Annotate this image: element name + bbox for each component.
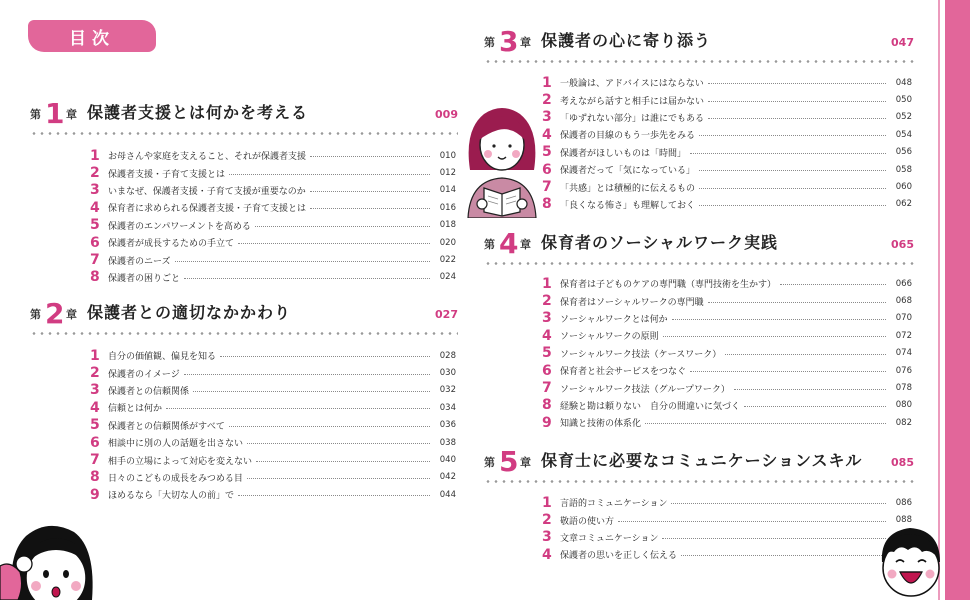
entry-page: 068 (895, 296, 912, 307)
chapter-title: 保育士に必要なコミュニケーションスキル (541, 451, 863, 470)
toc-entry[interactable] (542, 546, 912, 563)
toc-title: 目次 (28, 20, 156, 52)
entry-number: 1 (542, 74, 552, 91)
entry-title: 保護者の困りごと (108, 273, 181, 284)
dot-leader (220, 356, 430, 357)
toc-entry[interactable] (90, 217, 456, 234)
page-edge-line (938, 0, 940, 600)
entry-number: 3 (90, 382, 100, 399)
entry-number: 2 (542, 92, 552, 109)
entry-number: 1 (542, 494, 552, 511)
dot-leader (662, 538, 886, 539)
dot-leader (247, 478, 430, 479)
chapter-title: 保護者支援とは何かを考える (87, 103, 309, 122)
entry-title: 「良くなる怖さ」も理解しておく (560, 200, 696, 211)
dot-leader (734, 389, 886, 390)
chapter-1-list (90, 147, 456, 286)
toc-entry[interactable] (542, 109, 912, 126)
entry-number: 7 (542, 380, 552, 397)
entry-page: 080 (895, 400, 912, 411)
entry-number: 2 (90, 365, 100, 382)
entry-title: 文章コミュニケーション (560, 533, 659, 544)
chapter-title: 保護者の心に寄り添う (541, 31, 712, 50)
entry-title: 知識と技術の体系化 (560, 419, 642, 430)
entry-number: 6 (542, 161, 552, 178)
toc-entry[interactable] (542, 74, 912, 91)
chapter-title: 保護者との適切なかかわり (87, 303, 292, 322)
entry-number: 4 (90, 399, 100, 416)
entry-number: 3 (542, 310, 552, 327)
toc-entry[interactable] (542, 327, 912, 344)
entry-page: 018 (439, 220, 456, 231)
entry-page: 048 (895, 77, 912, 88)
chapter-page: 065 (891, 238, 914, 251)
chapter-3-list (542, 74, 912, 213)
chapter-page: 085 (891, 456, 914, 469)
entry-number: 7 (90, 452, 100, 469)
entry-title: 保護者だって「気になっている」 (560, 166, 696, 177)
dot-leader (708, 83, 886, 84)
entry-number: 2 (542, 293, 552, 310)
entry-page: 010 (439, 150, 456, 161)
chapter-prefix: 第 (484, 36, 495, 49)
entry-title: 保育者はソーシャルワークの専門職 (560, 297, 704, 308)
toc-entry[interactable] (90, 417, 456, 434)
chapter-number: 3 (499, 25, 519, 58)
toc-entry[interactable] (90, 182, 456, 199)
chapter-title: 保育者のソーシャルワーク実践 (541, 233, 779, 252)
entry-page: 072 (895, 330, 912, 341)
dot-leader (247, 443, 430, 444)
toc-entry[interactable] (90, 251, 456, 268)
entry-page: 038 (439, 437, 456, 448)
entry-page: 016 (439, 202, 456, 213)
entry-title: 保護者の目線のもう一歩先をみる (560, 131, 696, 142)
entry-title: 保護者のニーズ (108, 256, 171, 267)
entry-page: 056 (895, 147, 912, 158)
toc-entry[interactable] (90, 347, 456, 364)
entry-title: 一般論は、アドバイスにはならない (560, 79, 704, 90)
chapter-prefix: 第 (30, 308, 41, 321)
dot-leader (310, 191, 430, 192)
chapter-5-header[interactable] (484, 442, 914, 476)
toc-entry[interactable] (542, 126, 912, 143)
entry-page: 044 (439, 489, 456, 500)
entry-number: 1 (542, 275, 552, 292)
entry-title: 考えながら話すと相手には届かない (560, 96, 705, 107)
dot-leader (255, 226, 430, 227)
entry-page: 076 (895, 365, 912, 376)
toc-entry[interactable] (542, 379, 912, 396)
dot-leader (725, 354, 886, 355)
dot-leader (618, 521, 886, 522)
entry-number: 5 (542, 144, 552, 161)
toc-entry[interactable] (90, 364, 456, 381)
entry-title: 保護者の思いを正しく伝える (560, 551, 678, 562)
entry-page: 062 (895, 199, 912, 210)
toc-entry[interactable] (90, 147, 456, 164)
entry-number: 8 (542, 196, 552, 213)
entry-page: 070 (895, 313, 912, 324)
entry-title: ほめるなら「大切な人の前」で (108, 491, 235, 502)
chapter-suffix: 章 (520, 36, 531, 49)
entry-page: 034 (439, 402, 456, 413)
wavy-divider (30, 331, 458, 336)
toc-entry[interactable] (90, 199, 456, 216)
dot-leader (663, 336, 886, 337)
entry-number: 9 (90, 486, 100, 503)
chapter-4-header[interactable] (484, 224, 914, 258)
dot-leader (690, 153, 886, 154)
chapter-2-list (90, 347, 456, 504)
dot-leader (708, 302, 886, 303)
chapter-number: 1 (45, 97, 65, 130)
toc-entry[interactable] (90, 451, 456, 468)
dot-leader (708, 101, 886, 102)
entry-page: 060 (895, 182, 912, 193)
dot-leader (699, 170, 886, 171)
entry-title: 「共感」とは積極的に伝えるもの (560, 183, 696, 194)
wavy-divider (484, 479, 914, 484)
entry-number: 8 (90, 469, 100, 486)
entry-title: 経験と勘は頼りない 自分の間違いに気づく (560, 401, 741, 412)
toc-entry[interactable] (90, 434, 456, 451)
entry-page: 030 (439, 368, 456, 379)
toc-entry[interactable] (90, 164, 456, 181)
toc-entry[interactable] (542, 397, 912, 414)
toc-entry[interactable] (542, 292, 912, 309)
entry-number: 9 (542, 414, 552, 431)
entry-page: 052 (895, 112, 912, 123)
chapter-suffix: 章 (66, 108, 77, 121)
dot-leader (256, 461, 430, 462)
entry-title: 保護者との信頼関係 (108, 386, 190, 397)
entry-number: 4 (542, 126, 552, 143)
entry-number: 7 (542, 179, 552, 196)
entry-title: 保育者と社会サービスをつなぐ (560, 367, 687, 378)
entry-title: 自分の価値観、偏見を知る (108, 352, 217, 363)
entry-number: 3 (90, 182, 100, 199)
entry-title: ソーシャルワーク技法（グループワーク） (560, 384, 730, 395)
entry-number: 5 (90, 417, 100, 434)
toc-entry[interactable] (542, 511, 912, 528)
entry-page: 014 (439, 185, 456, 196)
chapter-suffix: 章 (66, 308, 77, 321)
entry-number: 3 (542, 109, 552, 126)
dot-leader (744, 406, 886, 407)
chapter-suffix: 章 (520, 238, 531, 251)
entry-title: 保育者は子どものケアの専門職（専門技術を生かす） (560, 280, 777, 291)
entry-page: 088 (895, 515, 912, 526)
entry-page: 074 (895, 348, 912, 359)
chapter-1-header[interactable] (30, 94, 458, 128)
entry-number: 6 (90, 234, 100, 251)
entry-title: お母さんや家庭を支えること、それが保護者支援 (108, 152, 307, 163)
boy-laughing-illustration (876, 522, 946, 600)
entry-number: 1 (90, 147, 100, 164)
toc-entry[interactable] (542, 196, 912, 213)
entry-number: 5 (542, 345, 552, 362)
dot-leader (166, 408, 430, 409)
dot-leader (699, 205, 886, 206)
entry-page: 028 (439, 350, 456, 361)
dot-leader (175, 261, 430, 262)
entry-title: ソーシャルワークの原則 (560, 332, 659, 343)
entry-number: 6 (542, 362, 552, 379)
chapter-3-header[interactable] (484, 22, 914, 56)
toc-entry[interactable] (90, 269, 456, 286)
chapter-5-list (542, 494, 912, 564)
toc-entry[interactable] (90, 234, 456, 251)
dot-leader (310, 156, 430, 157)
entry-number: 3 (542, 529, 552, 546)
entry-number: 7 (90, 252, 100, 269)
toc-entry[interactable] (542, 345, 912, 362)
wavy-divider (484, 59, 914, 64)
chapter-number: 5 (499, 445, 519, 478)
dot-leader (184, 374, 430, 375)
dot-leader (699, 135, 886, 136)
dot-leader (645, 423, 886, 424)
entry-title: 保護者との信頼関係がすべて (108, 421, 225, 432)
toc-entry[interactable] (542, 144, 912, 161)
chapter-prefix: 第 (484, 238, 495, 251)
dot-leader (708, 118, 886, 119)
entry-title: 日々のこどもの成長をみつめる目 (108, 473, 243, 484)
chapter-suffix: 章 (520, 456, 531, 469)
entry-page: 020 (439, 237, 456, 248)
entry-number: 8 (542, 397, 552, 414)
toc-entry[interactable] (542, 178, 912, 195)
chapter-4-list (542, 275, 912, 432)
entry-title: 信頼とは何か (108, 404, 163, 415)
dot-leader (681, 555, 886, 556)
wavy-divider (30, 131, 458, 136)
toc-entry[interactable] (542, 529, 912, 546)
dot-leader (699, 188, 886, 189)
entry-title: 「ゆずれない部分」は誰にでもある (560, 113, 705, 124)
entry-page: 024 (439, 272, 456, 283)
entry-page: 054 (895, 129, 912, 140)
entry-title: 保護者のイメージ (108, 369, 180, 380)
girl-illustration (0, 516, 112, 600)
dot-leader (671, 503, 886, 504)
entry-title: 保護者がほしいものは「時間」 (560, 148, 687, 159)
entry-page: 012 (439, 168, 456, 179)
toc-entry[interactable] (542, 91, 912, 108)
dot-leader (672, 319, 886, 320)
chapter-page: 009 (435, 108, 458, 121)
entry-page: 082 (895, 417, 912, 428)
entry-page: 032 (439, 385, 456, 396)
entry-title: 相談中に別の人の話題を出さない (108, 439, 244, 450)
toc-entry[interactable] (542, 362, 912, 379)
entry-title: 言語的コミュニケーション (560, 499, 668, 510)
entry-title: 保護者のエンパワーメントを高める (108, 221, 251, 232)
entry-number: 4 (90, 199, 100, 216)
dot-leader (690, 371, 886, 372)
entry-number: 2 (90, 165, 100, 182)
entry-page: 022 (439, 255, 456, 266)
entry-page: 042 (439, 472, 456, 483)
chapter-number: 4 (499, 227, 519, 260)
chapter-number: 2 (45, 297, 65, 330)
entry-title: 保護者支援・子育て支援とは (108, 169, 226, 180)
dot-leader (229, 426, 430, 427)
dot-leader (238, 495, 430, 496)
entry-number: 6 (90, 434, 100, 451)
entry-title: いまなぜ、保護者支援・子育て支援が重要なのか (108, 186, 306, 197)
dot-leader (184, 278, 430, 279)
entry-number: 4 (542, 327, 552, 344)
toc-entry[interactable] (90, 399, 456, 416)
dot-leader (229, 174, 430, 175)
entry-page: 086 (895, 497, 912, 508)
toc-entry[interactable] (542, 310, 912, 327)
entry-number: 8 (90, 269, 100, 286)
entry-page: 040 (439, 455, 456, 466)
chapter-prefix: 第 (484, 456, 495, 469)
entry-page: 066 (895, 278, 912, 289)
entry-page: 078 (895, 383, 912, 394)
dot-leader (310, 208, 430, 209)
entry-page: 058 (895, 164, 912, 175)
toc-entry[interactable] (542, 414, 912, 431)
entry-title: ソーシャルワーク技法（ケースワーク） (560, 349, 722, 360)
entry-page: 036 (439, 420, 456, 431)
entry-number: 5 (90, 217, 100, 234)
entry-number: 4 (542, 546, 552, 563)
toc-entry[interactable] (90, 382, 456, 399)
chapter-2-header[interactable] (30, 294, 458, 328)
entry-number: 2 (542, 512, 552, 529)
dot-leader (238, 243, 430, 244)
chapter-page: 027 (435, 308, 458, 321)
entry-title: 保育者に求められる保護者支援・子育て支援とは (108, 204, 307, 215)
toc-entry[interactable] (542, 494, 912, 511)
toc-entry[interactable] (542, 161, 912, 178)
woman-reading-illustration (462, 100, 542, 218)
entry-title: ソーシャルワークとは何か (560, 314, 668, 325)
toc-entry[interactable] (90, 486, 456, 503)
entry-title: 敬語の使い方 (560, 516, 615, 527)
entry-title: 相手の立場によって対応を変えない (108, 456, 253, 467)
dot-leader (780, 284, 886, 285)
entry-number: 1 (90, 347, 100, 364)
chapter-page: 047 (891, 36, 914, 49)
chapter-prefix: 第 (30, 108, 41, 121)
dot-leader (193, 391, 430, 392)
wavy-divider (484, 261, 914, 266)
page-edge-tab (945, 0, 970, 600)
toc-entry[interactable] (90, 469, 456, 486)
entry-title: 保護者が成長するための手立て (108, 239, 235, 250)
toc-entry[interactable] (542, 275, 912, 292)
entry-page: 050 (895, 95, 912, 106)
